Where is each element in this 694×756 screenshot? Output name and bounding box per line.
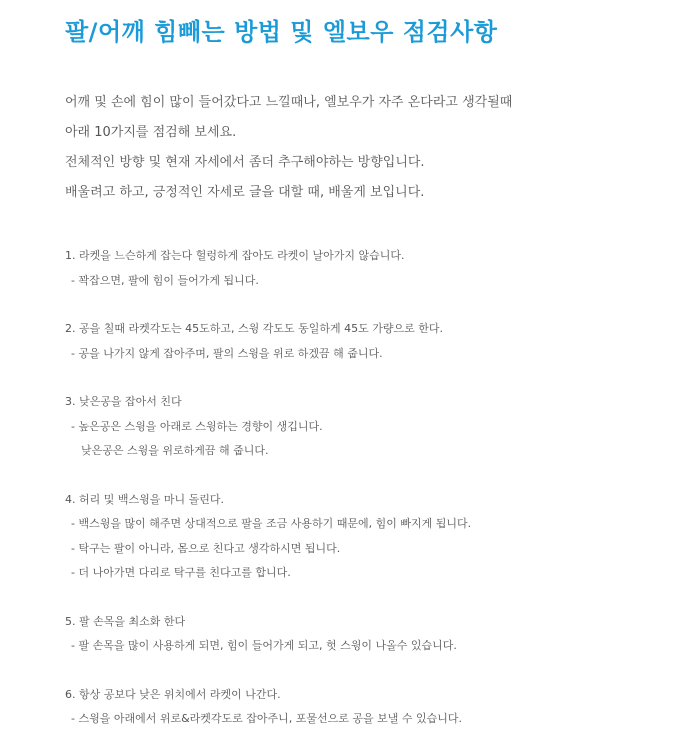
item-detail: - 팔 손목을 많이 사용하게 되면, 힘이 들어가게 되고, 헛 스윙이 나올수 있습니다. bbox=[71, 639, 457, 652]
checklist-item-5 bbox=[65, 610, 685, 659]
item-detail: 낮은공은 스윙을 위로하게끔 해 줍니다. bbox=[81, 444, 269, 457]
item-heading: 6. 항상 공보다 낮은 위치에서 라켓이 나간다. bbox=[65, 687, 281, 701]
item-heading: 2. 공을 칠때 라켓각도는 45도하고, 스윙 각도도 동일하게 45도 가량으로 한다. bbox=[65, 322, 443, 335]
intro-line: 전체적인 방향 및 현재 자세에서 좀더 추구해야하는 방향입니다. bbox=[65, 155, 425, 170]
item-heading: 5. 팔 손목을 최소화 한다 bbox=[65, 614, 186, 628]
item-detail: - 스윙을 아래에서 위로&라켓각도로 잡아주니, 포물선으로 공을 보낼 수 있습니다. bbox=[71, 712, 463, 725]
checklist-item-1 bbox=[65, 244, 685, 293]
item-detail: - 탁구는 팔이 아니라, 몸으로 친다고 생각하시면 됩니다. bbox=[71, 541, 341, 555]
intro-line: 아래 10가지를 점검해 보세요. bbox=[65, 125, 237, 140]
item-detail: - 더 나아가면 다리로 탁구를 친다고를 합니다. bbox=[71, 566, 291, 579]
checklist-item-2 bbox=[65, 317, 685, 366]
item-detail: - 백스윙을 많이 해주면 상대적으로 팔을 조금 사용하기 때문에, 힘이 빠지게 됩니다. bbox=[71, 517, 472, 530]
article-title: 팔/어깨 힘빼는 방법 및 엘보우 점검사항 bbox=[65, 18, 498, 46]
item-heading: 1. 라켓을 느슨하게 잡는다 헐렁하게 잡아도 라켓이 날아가지 않습니다. bbox=[65, 249, 405, 262]
item-detail: - 공을 나가지 않게 잡아주며, 팔의 스윙을 위로 하겠끔 해 줍니다. bbox=[71, 346, 383, 360]
checklist-item-4 bbox=[65, 488, 685, 586]
checklist-item-6 bbox=[65, 683, 685, 732]
item-heading: 3. 낮은공을 잡아서 친다 bbox=[65, 395, 182, 408]
intro-paragraph bbox=[65, 88, 665, 208]
checklist-item-3 bbox=[65, 390, 685, 464]
item-heading: 4. 허리 및 백스윙을 마니 돌린다. bbox=[65, 492, 224, 506]
intro-line: 배울려고 하고, 긍정적인 자세로 글을 대할 때, 배울게 보입니다. bbox=[65, 185, 425, 200]
item-detail: - 높은공은 스윙을 아래로 스윙하는 경향이 생깁니다. bbox=[71, 419, 323, 433]
item-detail: - 꽉잡으면, 팔에 힘이 들어가게 됩니다. bbox=[71, 273, 259, 287]
checklist bbox=[65, 244, 685, 756]
intro-line: 어깨 및 손에 힘이 많이 들어갔다고 느낄때나, 엘보우가 자주 온다라고 생각될때 bbox=[65, 95, 513, 110]
